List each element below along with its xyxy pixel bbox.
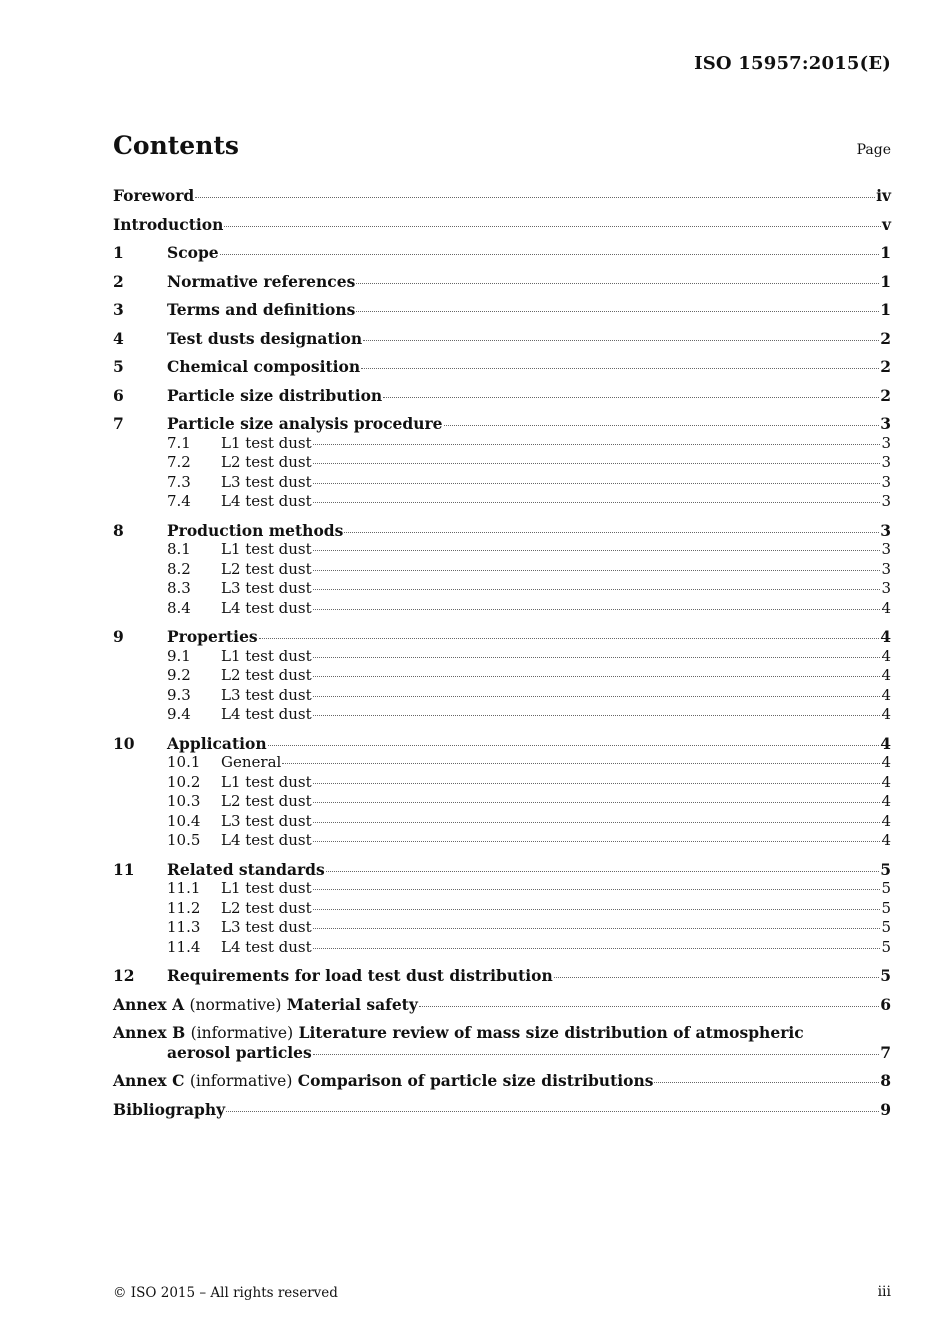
- subclause-title: L3 test dust: [221, 685, 312, 704]
- toc-entry-subclause[interactable]: [113, 938, 891, 967]
- toc-entry-subclause[interactable]: [113, 492, 891, 521]
- subclause-page: 4: [881, 646, 891, 665]
- contents-heading: Contents: [113, 131, 240, 160]
- toc-entry-subclause[interactable]: [113, 599, 891, 628]
- subclause-title: L1 test dust: [221, 646, 312, 665]
- clause-title: Scope: [167, 243, 219, 262]
- subclause-title: L2 test dust: [221, 898, 312, 917]
- subclause-page: 3: [881, 453, 891, 471]
- toc-entry-subclause[interactable]: [113, 560, 891, 580]
- toc-entry-subclause[interactable]: [113, 879, 891, 899]
- subclause-number: 11.4: [167, 937, 201, 956]
- toc-entry-clause[interactable]: [113, 272, 891, 301]
- clause-number: 10: [113, 733, 135, 753]
- toc-entry-clause[interactable]: [113, 243, 891, 272]
- clause-title: Properties: [167, 627, 258, 646]
- clause-page: 3: [880, 414, 891, 433]
- page-number: iii: [877, 1284, 891, 1300]
- subclause-title: L2 test dust: [221, 453, 312, 471]
- toc-entry-annex-c[interactable]: Annex C (informative) Comparison of particle size distributions 8: [113, 1071, 891, 1090]
- toc-entry-subclause[interactable]: [113, 647, 891, 667]
- clause-page: 2: [880, 385, 891, 405]
- subclause-page: 4: [881, 705, 891, 723]
- clause-page: 5: [880, 859, 891, 879]
- clause-number: 6: [113, 385, 124, 405]
- clause-page: 5: [880, 966, 891, 985]
- clause-title: Application: [167, 733, 267, 753]
- subclause-number: 8.2: [167, 559, 191, 578]
- subclause-number: 8.3: [167, 579, 191, 597]
- subclause-page: 4: [881, 811, 891, 830]
- clause-page: 1: [880, 300, 891, 319]
- toc-entry-clause[interactable]: [113, 329, 891, 358]
- subclause-page: 3: [881, 559, 891, 578]
- clause-number: 2: [113, 271, 124, 291]
- clause-title: Terms and definitions: [167, 300, 356, 319]
- toc-entry-subclause[interactable]: [113, 473, 891, 493]
- subclause-title: L1 test dust: [221, 879, 312, 897]
- clause-title: Chemical composition: [167, 357, 361, 376]
- copyright-notice: © ISO 2015 – All rights reserved: [113, 1285, 338, 1301]
- subclause-title: L3 test dust: [221, 472, 312, 491]
- clause-page: 1: [880, 271, 891, 291]
- subclause-number: 9.3: [167, 685, 191, 704]
- toc-entry-introduction[interactable]: Introduction v: [113, 214, 891, 234]
- subclause-title: L2 test dust: [221, 559, 312, 578]
- clause-number: 8: [113, 520, 124, 540]
- toc-entry-subclause[interactable]: [113, 831, 891, 860]
- toc-entry-subclause[interactable]: [113, 899, 891, 919]
- clause-number: 7: [113, 414, 124, 433]
- subclause-number: 7.2: [167, 453, 191, 471]
- toc-entry-annex-a[interactable]: Annex A (normative) Material safety 6: [113, 994, 891, 1014]
- subclause-page: 4: [881, 598, 891, 617]
- subclause-title: General: [221, 753, 282, 771]
- subclause-number: 10.1: [167, 753, 201, 771]
- subclause-title: L2 test dust: [221, 666, 312, 684]
- subclause-number: 11.2: [167, 898, 201, 917]
- clause-page: 4: [880, 627, 891, 646]
- subclause-number: 7.3: [167, 472, 191, 491]
- toc-entry-bibliography[interactable]: Bibliography 9: [113, 1099, 891, 1119]
- table-of-contents: [113, 186, 891, 1128]
- clause-page: 2: [880, 357, 891, 376]
- clause-number: 5: [113, 357, 124, 376]
- subclause-number: 11.3: [167, 918, 201, 936]
- toc-entry-subclause[interactable]: [113, 812, 891, 832]
- clause-title: Production methods: [167, 520, 344, 540]
- subclause-number: 8.1: [167, 540, 191, 558]
- clause-title: Particle size distribution: [167, 385, 383, 405]
- clause-number: 9: [113, 627, 124, 646]
- subclause-number: 10.4: [167, 811, 201, 830]
- subclause-number: 8.4: [167, 598, 191, 617]
- toc-entry-clause[interactable]: [113, 966, 891, 995]
- clause-number: 11: [113, 859, 135, 879]
- clause-title: Normative references: [167, 271, 356, 291]
- subclause-title: L4 test dust: [221, 937, 312, 956]
- clause-number: 3: [113, 300, 124, 319]
- subclause-title: L4 test dust: [221, 831, 312, 849]
- toc-entry-subclause[interactable]: [113, 579, 891, 599]
- clause-title: Requirements for load test dust distribution: [167, 966, 553, 985]
- clause-number: 1: [113, 243, 124, 262]
- clause-number: 12: [113, 966, 135, 985]
- subclause-number: 7.1: [167, 433, 191, 452]
- toc-entry-clause[interactable]: [113, 300, 891, 329]
- toc-entry-subclause[interactable]: [113, 686, 891, 706]
- subclause-title: L4 test dust: [221, 598, 312, 617]
- subclause-page: 4: [881, 792, 891, 810]
- subclause-page: 5: [881, 879, 891, 897]
- subclause-number: 9.2: [167, 666, 191, 684]
- toc-entry-subclause[interactable]: [113, 918, 891, 938]
- toc-entry-subclause[interactable]: [113, 753, 891, 773]
- subclause-title: L3 test dust: [221, 579, 312, 597]
- subclause-page: 5: [881, 898, 891, 917]
- toc-entry-subclause[interactable]: [113, 705, 891, 734]
- subclause-page: 3: [881, 579, 891, 597]
- subclause-page: 4: [881, 831, 891, 849]
- toc-entry-foreword[interactable]: Foreword iv: [113, 186, 891, 205]
- subclause-page: 3: [881, 433, 891, 452]
- clause-title: Related standards: [167, 859, 325, 879]
- toc-entry-clause[interactable]: [113, 386, 891, 415]
- subclause-title: L3 test dust: [221, 811, 312, 830]
- clause-title: Particle size analysis procedure: [167, 414, 443, 433]
- subclause-page: 4: [881, 685, 891, 704]
- toc-entry-annex-b[interactable]: Annex B (informative) Literature review of mass size distribution of atmospheric aerosol particles 7: [113, 1023, 891, 1062]
- clause-page: 1: [880, 243, 891, 262]
- clause-title: Test dusts designation: [167, 328, 363, 348]
- toc-entry-subclause[interactable]: [113, 540, 891, 560]
- subclause-number: 10.3: [167, 792, 201, 810]
- clause-page: 3: [880, 520, 891, 540]
- subclause-title: L2 test dust: [221, 792, 312, 810]
- document-id: ISO 15957:2015(E): [694, 53, 891, 74]
- toc-entry-subclause[interactable]: [113, 773, 891, 793]
- subclause-page: 5: [881, 918, 891, 936]
- subclause-page: 4: [881, 666, 891, 684]
- subclause-page: 4: [881, 772, 891, 791]
- toc-entry-clause[interactable]: [113, 357, 891, 386]
- subclause-page: 3: [881, 472, 891, 491]
- subclause-page: 3: [881, 540, 891, 558]
- subclause-number: 9.1: [167, 646, 191, 665]
- subclause-title: L4 test dust: [221, 492, 312, 510]
- toc-entry-subclause[interactable]: [113, 453, 891, 473]
- subclause-title: L1 test dust: [221, 540, 312, 558]
- subclause-page: 3: [881, 492, 891, 510]
- subclause-page: 5: [881, 937, 891, 956]
- subclause-title: L3 test dust: [221, 918, 312, 936]
- clause-number: 4: [113, 328, 124, 348]
- page-column-label: Page: [856, 142, 891, 158]
- subclause-page: 4: [881, 753, 891, 771]
- subclause-title: L4 test dust: [221, 705, 312, 723]
- subclause-number: 10.2: [167, 772, 201, 791]
- subclause-number: 7.4: [167, 492, 191, 510]
- toc-entry-subclause[interactable]: [113, 666, 891, 686]
- toc-entry-subclause[interactable]: [113, 792, 891, 812]
- clause-page: 2: [880, 328, 891, 348]
- clause-page: 4: [880, 733, 891, 753]
- toc-clauses: [113, 243, 891, 995]
- toc-entry-subclause[interactable]: [113, 434, 891, 454]
- subclause-title: L1 test dust: [221, 772, 312, 791]
- subclause-number: 11.1: [167, 879, 201, 897]
- subclause-title: L1 test dust: [221, 433, 312, 452]
- subclause-number: 9.4: [167, 705, 191, 723]
- subclause-number: 10.5: [167, 831, 201, 849]
